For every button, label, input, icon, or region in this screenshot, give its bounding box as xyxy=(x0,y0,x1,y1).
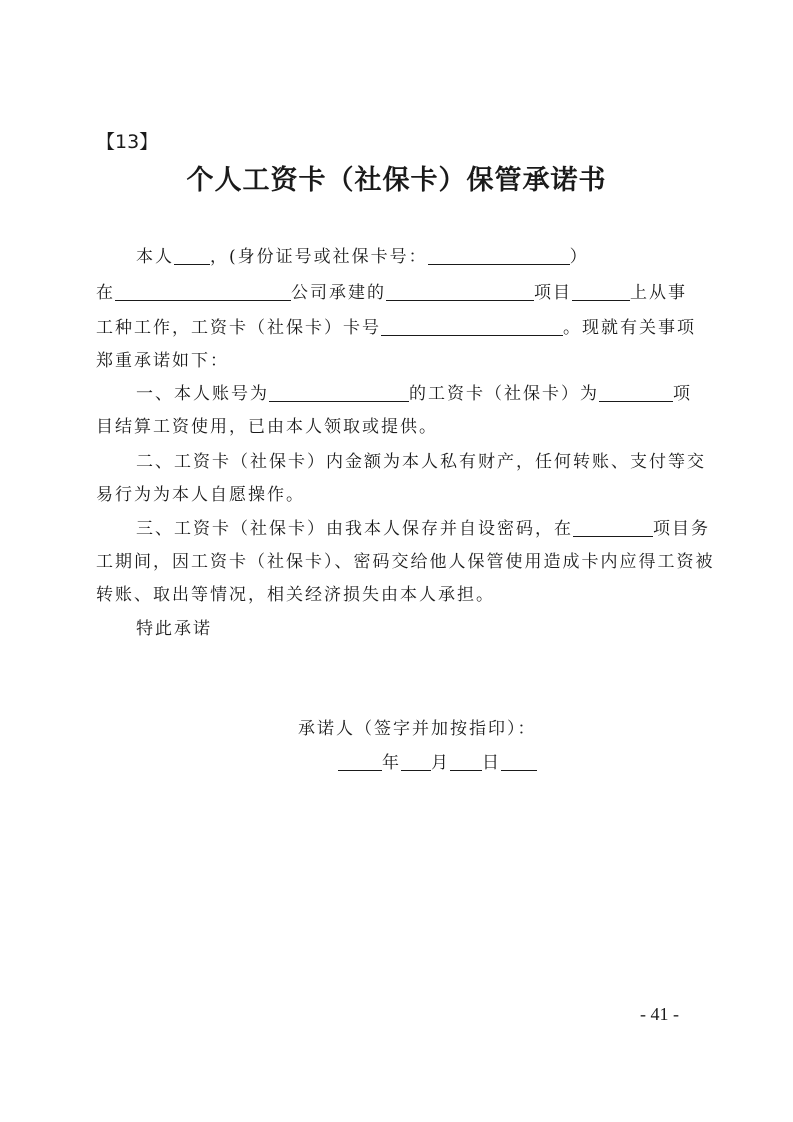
text-segment: 项目务 xyxy=(653,519,710,539)
work-project-blank[interactable] xyxy=(573,518,653,537)
document-title: 个人工资卡（社保卡）保管承诺书 xyxy=(186,165,607,196)
text-segment: 一、本人账号为 xyxy=(136,384,269,404)
line-12: 特此承诺 xyxy=(136,619,212,639)
text-segment: 上从事 xyxy=(630,283,687,303)
text-segment: 本人 xyxy=(136,247,174,267)
line-10: 工期间，因工资卡（社保卡）、密码交给他人保管使用造成卡内应得工资被 xyxy=(96,552,715,572)
line-3 xyxy=(96,317,696,339)
text-segment: 公司承建的 xyxy=(291,283,386,303)
date-line xyxy=(338,752,537,774)
line-11: 转账、取出等情况，相关经济损失由本人承担。 xyxy=(96,585,495,605)
line-4: 郑重承诺如下： xyxy=(96,351,229,371)
id-number-blank[interactable] xyxy=(428,246,570,265)
month-blank[interactable] xyxy=(401,752,431,771)
line-9 xyxy=(136,518,710,540)
page-number: - 41 - xyxy=(640,1004,679,1024)
company-blank[interactable] xyxy=(115,282,291,301)
text-segment: 工种工作，工资卡（社保卡）卡号 xyxy=(96,318,381,338)
line-5 xyxy=(136,383,692,405)
text-segment: 的工资卡（社保卡）为 xyxy=(409,384,599,404)
line-2 xyxy=(96,282,687,304)
project-blank[interactable] xyxy=(386,282,534,301)
year-blank[interactable] xyxy=(338,752,382,771)
line-7: 二、工资卡（社保卡）内金额为本人私有财产，任何转账、支付等交 xyxy=(136,452,706,472)
day-label: 日 xyxy=(482,753,501,773)
text-segment: 项 xyxy=(673,384,692,404)
trade-blank[interactable] xyxy=(572,282,630,301)
settlement-project-blank[interactable] xyxy=(599,383,673,402)
line-8: 易行为为本人自愿操作。 xyxy=(96,485,305,505)
text-segment: 项目 xyxy=(534,283,572,303)
year-label: 年 xyxy=(382,753,401,773)
text-segment: ，(身份证号或社保卡号： xyxy=(210,247,428,267)
month-label: 月 xyxy=(431,753,450,773)
text-segment: 三、工资卡（社保卡）由我本人保存并自设密码，在 xyxy=(136,519,573,539)
line-6: 目结算工资使用，已由本人领取或提供。 xyxy=(96,417,438,437)
line-1 xyxy=(136,246,589,268)
name-blank[interactable] xyxy=(174,246,210,265)
account-blank[interactable] xyxy=(269,383,409,402)
text-segment: ） xyxy=(569,247,589,267)
document-number: 【13】 xyxy=(96,131,159,153)
signature-label: 承诺人（签字并加按指印）： xyxy=(298,719,537,739)
text-segment: 在 xyxy=(96,283,115,303)
trailing-blank[interactable] xyxy=(501,752,537,771)
card-number-blank[interactable] xyxy=(381,317,563,336)
day-blank[interactable] xyxy=(450,752,482,771)
text-segment: 。现就有关事项 xyxy=(563,318,696,338)
